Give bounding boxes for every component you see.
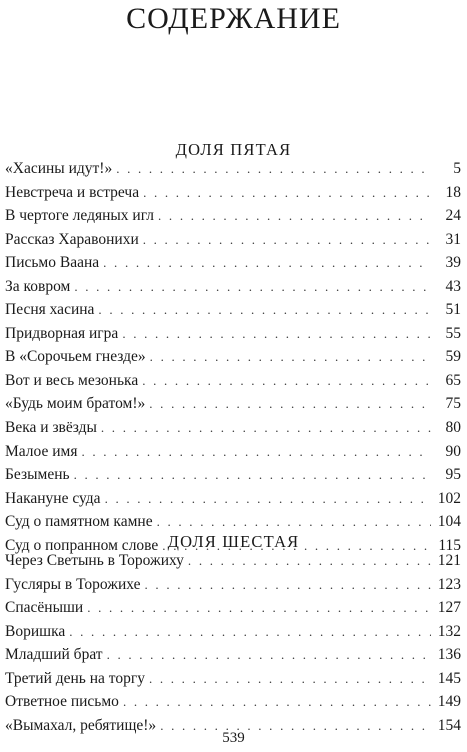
dot-leader (69, 624, 431, 640)
toc-entry-title: Безымень (5, 466, 70, 484)
toc-entry-page: 115 (438, 536, 461, 554)
toc-entry-title: Рассказ Харавонихи (5, 230, 139, 248)
dot-leader (145, 577, 431, 593)
dot-leader (188, 553, 431, 569)
toc-entry-title: Спасёныши (5, 599, 84, 617)
dot-leader (149, 396, 431, 412)
toc-entry-page: 154 (437, 716, 461, 734)
dot-leader (87, 600, 431, 616)
toc-entry-title: Вот и весь мезонька (5, 371, 139, 389)
toc-entry[interactable] (5, 490, 461, 514)
toc-entry-title: Суд о памятном камне (5, 513, 153, 531)
toc-entry-title: За ковром (5, 277, 71, 295)
toc-entry[interactable] (5, 325, 461, 349)
dot-leader (142, 373, 431, 389)
toc-entry[interactable] (5, 395, 461, 419)
toc-entry[interactable] (5, 254, 461, 278)
dot-leader (157, 514, 431, 530)
dot-leader (74, 467, 431, 483)
page-number: 539 (222, 730, 245, 746)
toc-entry-title: «Будь моим братом!» (5, 395, 146, 413)
toc-entry[interactable] (5, 576, 461, 600)
toc-entry-page: 5 (453, 160, 461, 177)
toc-entry[interactable] (5, 670, 461, 694)
dot-leader (150, 349, 431, 365)
toc-entry-page: 145 (437, 669, 461, 687)
toc-entry[interactable] (5, 348, 461, 372)
dot-leader (98, 302, 431, 318)
toc-entry[interactable] (5, 443, 461, 467)
toc-entry-page: 43 (445, 277, 461, 295)
page-title: СОДЕРЖАНИЕ (126, 2, 341, 35)
toc-entry-page: 31 (445, 230, 461, 248)
toc-list-part-five (5, 160, 461, 560)
toc-entry[interactable] (5, 207, 461, 231)
toc-entry-title: «Вымахал, ребятище!» (5, 716, 157, 734)
toc-entry[interactable] (5, 278, 461, 302)
toc-entry-page: 95 (445, 466, 461, 484)
toc-entry-page: 127 (437, 599, 461, 617)
dot-leader (158, 208, 431, 224)
dot-leader (116, 161, 431, 177)
toc-entry-title: Третий день на торгу (5, 669, 145, 687)
toc-entry-page: 55 (445, 324, 461, 342)
dot-leader (143, 185, 431, 201)
toc-entry-page: 65 (445, 371, 461, 389)
dot-leader (123, 694, 431, 710)
toc-entry[interactable] (5, 466, 461, 490)
toc-entry-title: В «Сорочьем гнезде» (5, 348, 146, 366)
dot-leader (122, 326, 431, 342)
dot-leader (149, 671, 431, 687)
toc-entry-title: В чертоге ледяных игл (5, 207, 155, 225)
section-title-part-six: ДОЛЯ ШЕСТАЯ (167, 532, 300, 551)
toc-entry[interactable] (5, 419, 461, 443)
toc-entry-page: 39 (445, 254, 461, 272)
toc-entry[interactable] (5, 623, 461, 647)
toc-entry-page: 24 (445, 207, 461, 225)
toc-entry-page: 149 (437, 693, 461, 711)
toc-entry[interactable] (5, 301, 461, 325)
toc-entry-page: 121 (437, 552, 461, 569)
toc-entry[interactable] (5, 372, 461, 396)
toc-entry[interactable] (5, 599, 461, 623)
toc-entry-page: 132 (437, 622, 461, 640)
toc-entry-title: Письмо Ваана (5, 254, 100, 272)
toc-entry[interactable] (5, 646, 461, 670)
toc-entry[interactable] (5, 184, 461, 208)
toc-entry-page: 75 (445, 395, 461, 413)
dot-leader (143, 232, 431, 248)
toc-entry-title: Через Светынь в Торожиху (5, 552, 184, 569)
toc-entry-page: 59 (445, 348, 461, 366)
toc-entry-page: 51 (445, 301, 461, 319)
toc-entry-title: Невстреча и встреча (5, 183, 140, 201)
toc-entry[interactable] (5, 693, 461, 717)
toc-entry-page: 90 (445, 442, 461, 460)
dot-leader (101, 420, 431, 436)
toc-entry[interactable] (5, 552, 461, 576)
toc-entry-page: 18 (445, 183, 461, 201)
toc-entry-page: 104 (437, 513, 461, 531)
toc-entry-title: Придворная игра (5, 324, 119, 342)
toc-entry-page: 123 (437, 575, 461, 593)
toc-entry[interactable] (5, 231, 461, 255)
dot-leader (103, 255, 431, 271)
section-title-part-five: ДОЛЯ ПЯТАЯ (175, 140, 292, 159)
toc-entry[interactable] (5, 160, 461, 184)
toc-entry-title: Младший брат (5, 646, 103, 664)
toc-entry-title: Ответное письмо (5, 693, 119, 711)
toc-entry-title: Малое имя (5, 442, 78, 460)
toc-entry-title: Воришка (5, 622, 66, 640)
dot-leader (74, 279, 431, 295)
toc-entry-page: 102 (437, 489, 461, 507)
toc-entry-title: Песня хасина (5, 301, 95, 319)
dot-leader (81, 444, 431, 460)
toc-entry-title: «Хасины идут!» (5, 160, 113, 177)
toc-entry-title: Накануне суда (5, 489, 101, 507)
toc-entry-page: 80 (445, 419, 461, 437)
toc-entry-page: 136 (437, 646, 461, 664)
toc-entry-title: Суд о попранном слове (5, 536, 159, 554)
toc-list-part-six (5, 552, 461, 740)
toc-entry-title: Гусляры в Торожихе (5, 575, 141, 593)
dot-leader (105, 491, 431, 507)
toc-entry-title: Века и звёзды (5, 419, 97, 437)
dot-leader (107, 647, 431, 663)
